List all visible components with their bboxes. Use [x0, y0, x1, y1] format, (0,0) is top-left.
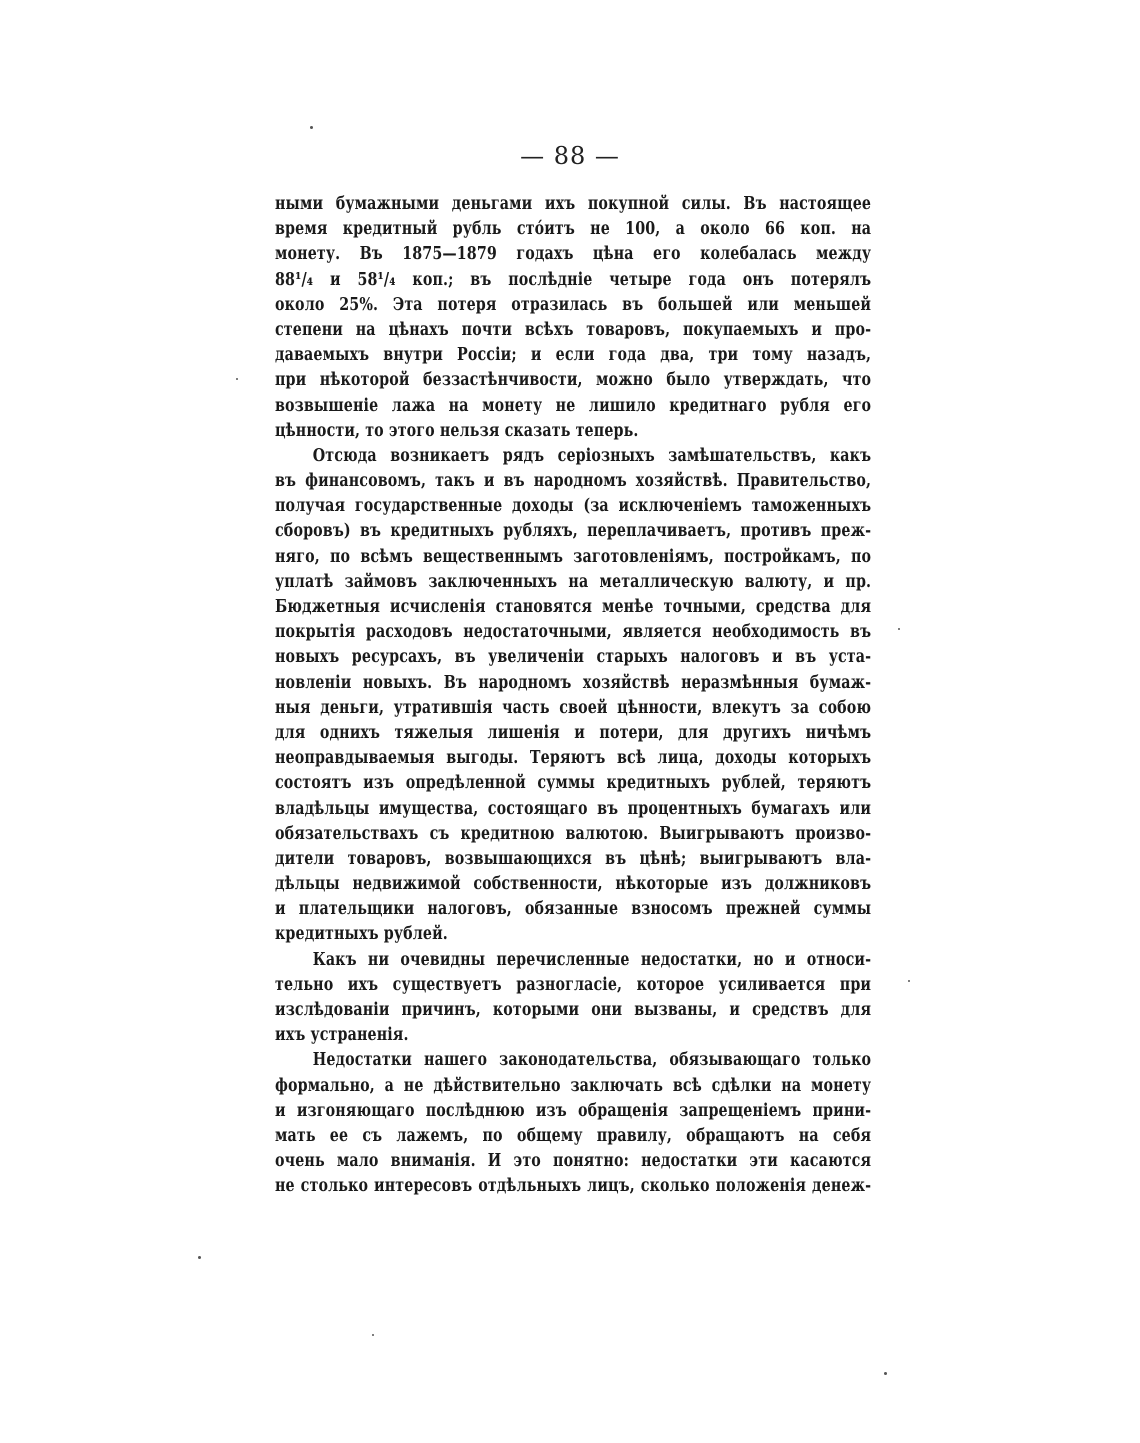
text-line: степени на цѣнахъ почти всѣхъ товаровъ, покупаемыхъ и про-: [275, 319, 872, 340]
text-line: ными бумажными деньгами ихъ покупной силы. Въ настоящее: [275, 194, 872, 214]
text-line: при нѣкоторой беззастѣнчивости, можно было утверждать, что: [275, 370, 872, 391]
text-line: около 25%. Эта потеря отразилась въ большей или меньшей: [275, 294, 872, 315]
scan-speck: [908, 980, 910, 982]
text-line: мать ее съ лажемъ, по общему правилу, обращаютъ на себя: [275, 1125, 872, 1146]
text-line: ныя деньги, утратившія часть своей цѣнности, влекутъ за собою: [275, 697, 872, 718]
text-line: цѣнности, то этого нельзя сказать теперь.: [275, 420, 639, 441]
text-line: кредитныхъ рублей.: [275, 924, 448, 945]
text-line: обязательствахъ съ кредитною валютою. Выигрываютъ произво-: [275, 823, 872, 844]
page-number: — 88 —: [520, 142, 620, 170]
text-line: время кредитный рубль стóитъ не 100, а около 66 коп. на: [275, 219, 872, 240]
text-line: ихъ устраненія.: [275, 1025, 409, 1046]
scan-speck: [884, 1372, 887, 1375]
text-line: покрытія расходовъ недостаточными, является необходимость въ: [275, 622, 872, 643]
text-line: очень мало вниманія. И это понятно: недостатки эти касаются: [275, 1151, 872, 1172]
text-line: Недостатки нашего законодательства, обязывающаго только: [312, 1050, 872, 1071]
text-line: состоятъ изъ опредѣленной суммы кредитныхъ рублей, теряютъ: [275, 773, 872, 794]
text-line: и плательщики налоговъ, обязанные взносомъ прежней суммы: [275, 899, 872, 920]
text-line: Какъ ни очевидны перечисленные недостатки, но и относи-: [312, 949, 872, 970]
text-line: новленіи новыхъ. Въ народномъ хозяйствѣ неразмѣнныя бумаж-: [275, 672, 872, 693]
text-line: возвышеніе лажа на монету не лишило кредитнаго рубля его: [275, 395, 872, 416]
scan-speck: [372, 1334, 374, 1336]
text-line: тельно ихъ существуетъ разногласіе, которое усиливается при: [275, 974, 872, 995]
text-line: новыхъ ресурсахъ, въ увеличеніи старыхъ налоговъ и въ уста-: [275, 647, 872, 668]
text-line: владѣльцы имущества, состоящаго въ процентныхъ бумагахъ или: [275, 798, 872, 819]
text-line: формально, а не дѣйствительно заключать всѣ сдѣлки на монету: [275, 1075, 872, 1096]
text-line: няго, по всѣмъ вещественнымъ заготовленіямъ, постройкамъ, по: [275, 546, 872, 567]
text-line: неоправдываемыя выгоды. Теряютъ всѣ лица, доходы которыхъ: [275, 748, 872, 769]
text-line: изслѣдованіи причинъ, которыми они вызваны, и средствъ для: [275, 1000, 872, 1020]
text-line: для однихъ тяжелыя лишенія и потери, для другихъ ничѣмъ: [275, 722, 872, 743]
text-line: монету. Въ 1875—1879 годахъ цѣна его колебалась между: [275, 244, 872, 265]
scan-speck: [898, 628, 900, 630]
body-text: [275, 192, 871, 1200]
text-line: сборовъ) въ кредитныхъ рубляхъ, переплачиваетъ, противъ преж-: [275, 521, 872, 542]
text-line: Отсюда возникаетъ рядъ серіозныхъ замѣшательствъ, какъ: [312, 445, 872, 466]
text-line: получая государственные доходы (за исключеніемъ таможенныхъ: [275, 496, 872, 517]
text-line: Бюджетныя исчисленія становятся менѣе точными, средства для: [275, 597, 872, 617]
text-line: дители товаровъ, возвышающихся въ цѣнѣ; выигрываютъ вла-: [275, 848, 872, 869]
text-line: 88¹/₄ и 58¹/₄ коп.; въ послѣдніе четыре года онъ потерялъ: [275, 269, 872, 290]
scan-speck: [236, 378, 238, 380]
text-line: и изгоняющаго послѣднюю изъ обращенія запрещеніемъ прини-: [275, 1100, 872, 1121]
text-line: не столько интересовъ отдѣльныхъ лицъ, сколько положенія денеж-: [275, 1176, 872, 1197]
text-line: уплатѣ займовъ заключенныхъ на металлическую валюту, и пр.: [275, 571, 872, 592]
text-line: дѣльцы недвижимой собственности, нѣкоторые изъ должниковъ: [275, 874, 872, 895]
text-line: даваемыхъ внутри Россіи; и если года два, три тому назадъ,: [275, 345, 872, 366]
text-line: въ финансовомъ, такъ и въ народномъ хозяйствѣ. Правительство,: [275, 471, 872, 492]
scan-speck: [310, 126, 313, 129]
scan-speck: [198, 1256, 201, 1259]
